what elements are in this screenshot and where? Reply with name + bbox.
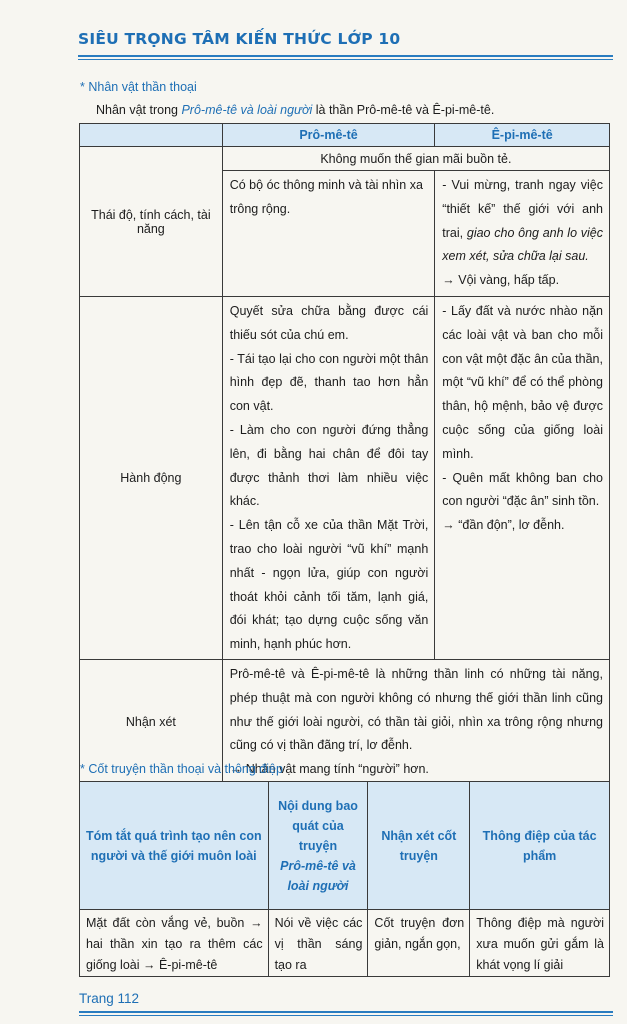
section-heading-characters: * Nhân vật thần thoại bbox=[80, 80, 197, 94]
character-table bbox=[79, 123, 610, 785]
shared-trait-cell: Không muốn thế gian mãi buồn tẻ. bbox=[222, 147, 609, 171]
header-content-text: Nội dung bao quát của truyện bbox=[278, 798, 358, 853]
header-plot-comment: Nhận xét cốt truyện bbox=[368, 782, 470, 910]
row-label-comment: Nhận xét bbox=[80, 659, 223, 784]
row-label-action: Hành động bbox=[80, 297, 223, 660]
plot-table-header bbox=[80, 782, 610, 910]
epimetheus-trait-conclusion: → Vội vàng, hấp tấp. bbox=[442, 273, 560, 288]
footer-rule bbox=[79, 1011, 613, 1013]
message-cell: Thông điệp mà người xưa muốn gửi gắm là khát vọng lí giải bbox=[470, 910, 610, 977]
intro-work-title: Prô-mê-tê và loài người bbox=[181, 103, 313, 117]
list-item: - Lên tận cỗ xe của thần Mặt Trời, trao cho loài người “vũ khí” mạnh nhất - ngọn lửa, giúp con người thoát khỏi cảnh tối tăm, lạnh giá, đói khát; tạo dựng cuộc sống văn minh, hạnh phúc hơn. bbox=[229, 518, 429, 652]
header-content bbox=[268, 782, 368, 910]
list-item: → “đần độn”, lơ đễnh. bbox=[442, 518, 565, 533]
page-number: Trang 112 bbox=[79, 991, 140, 1006]
epimetheus-action-cell bbox=[435, 297, 610, 660]
header-prometheus: Prô-mê-tê bbox=[222, 124, 435, 147]
header-epimetheus: Ê-pi-mê-tê bbox=[435, 124, 610, 147]
table-row bbox=[80, 910, 610, 977]
table-row bbox=[80, 147, 610, 171]
list-item: - Quên mất không ban cho con người “đặc ân” sinh tồn. bbox=[442, 470, 603, 509]
footer-rule-thin bbox=[79, 1015, 613, 1016]
prometheus-action-cell bbox=[222, 297, 435, 660]
comment-conclusion: → Nhân vật mang tính “người” hơn. bbox=[229, 762, 429, 777]
list-item: Quyết sửa chữa bằng được cái thiếu sót của chú em. bbox=[229, 304, 429, 342]
section-heading-plot: * Cốt truyện thần thoại và thông điệp bbox=[80, 762, 283, 776]
header-rule-thin bbox=[78, 59, 613, 60]
list-item: - Tái tạo lại cho con người một thân hình đẹp đẽ, thanh tao hơn hẳn con vật. bbox=[229, 351, 429, 414]
header-summary: Tóm tắt quá trình tạo nên con người và thế giới muôn loài bbox=[80, 782, 269, 910]
header-rule bbox=[78, 55, 613, 57]
list-item: - Lấy đất và nước nhào nặn các loài vật và ban cho mỗi con vật một đặc ân của thần, một “vũ khí” để có thể phòng thân, hộ mệnh, bảo vệ được cuộc sống của giống loài mình. bbox=[442, 304, 603, 461]
content-cell: Nói về việc các vị thần sáng tạo ra bbox=[268, 910, 368, 977]
epimetheus-trait-italic: giao cho ông anh lo việc xem xét, sửa chữa lại sau. bbox=[442, 225, 603, 264]
intro-sentence bbox=[96, 103, 494, 117]
row-label-attitude: Thái độ, tính cách, tài năng bbox=[80, 147, 223, 297]
intro-prefix: Nhân vật trong bbox=[96, 103, 182, 117]
header-empty bbox=[80, 124, 223, 147]
table-row bbox=[80, 297, 610, 660]
intro-suffix: là thần Prô-mê-tê và Ê-pi-mê-tê. bbox=[312, 103, 495, 117]
summary-cell: Mặt đất còn vắng vẻ, buồn → hai thần xin tạo ra thêm các giống loài → Ê-pi-mê-tê bbox=[80, 910, 269, 977]
list-item: - Làm cho con người đứng thẳng lên, đi bằng hai chân để đôi tay được thảnh thơi làm nhiều việc khác. bbox=[229, 422, 429, 509]
comment-text: Prô-mê-tê và Ê-pi-mê-tê là những thần linh có những tài năng, phép thuật mà con người không có nhưng thế giới thần linh cũng như thế giới loài người, có thần tài giỏi, nhìn xa trông rộng nhưng cũng có vị thần đãng trí, lơ đễnh. bbox=[229, 666, 603, 753]
epimetheus-trait-cell bbox=[435, 171, 610, 297]
prometheus-trait-cell: Có bộ óc thông minh và tài nhìn xa trông rộng. bbox=[222, 171, 435, 297]
header-content-title: Prô-mê-tê và loài người bbox=[280, 858, 356, 893]
character-table-header bbox=[80, 124, 610, 147]
plot-comment-cell: Cốt truyện đơn giản, ngắn gọn, bbox=[368, 910, 470, 977]
epimetheus-trait-text: - Vui mừng, tranh ngay việc “thiết kế” thế giới với anh trai, bbox=[442, 178, 603, 240]
header-message: Thông điệp của tác phẩm bbox=[470, 782, 610, 910]
plot-table bbox=[79, 781, 610, 977]
running-header-title: SIÊU TRỌNG TÂM KIẾN THỨC LỚP 10 bbox=[78, 30, 401, 48]
